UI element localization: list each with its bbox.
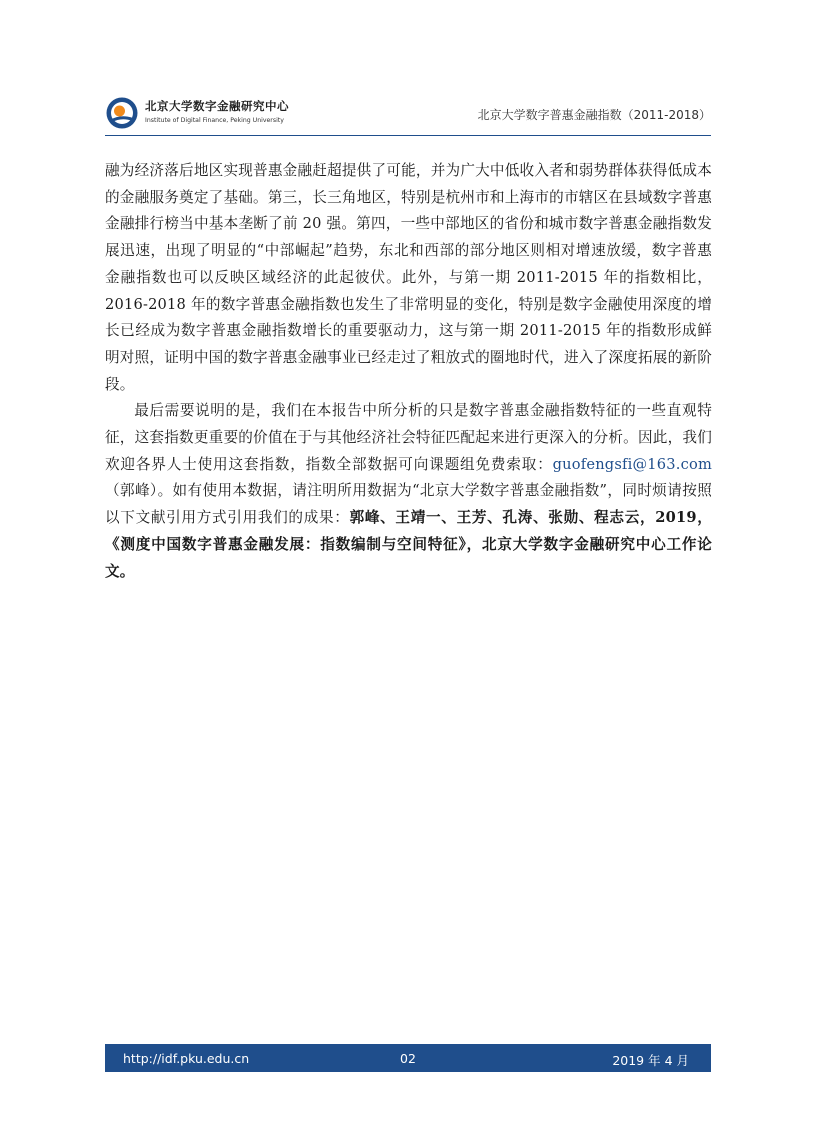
idf-logo-icon: [105, 96, 139, 130]
running-title: 北京大学数字普惠金融指数（2011-2018）: [477, 108, 711, 122]
page-number: 02: [400, 1051, 416, 1066]
citation: 郭峰、王靖一、王芳、孔涛、张勋、程志云，2019，《测度中国数字普惠金融发展：指数编制与空间特征》，北京大学数字金融研究中心工作论文。: [105, 509, 712, 580]
page-header: [105, 96, 711, 130]
org-name-cn: 北京大学数字金融研究中心: [145, 99, 289, 113]
paragraph-2-text-b: （郭峰）。如有使用本数据，请注明所用数据为“北京大学数字普惠金融指数”，同时烦请按照以下文献引用方式引用我们的成果：: [105, 482, 712, 527]
contact-email: guofengsfi@163.com: [552, 455, 712, 473]
page-footer: [105, 1044, 711, 1072]
org-name-en: Institute of Digital Finance, Peking University: [145, 117, 284, 124]
paragraph-2: [105, 398, 712, 585]
body-text: [105, 158, 712, 585]
footer-url: http://idf.pku.edu.cn: [123, 1051, 250, 1066]
paragraph-1: 融为经济落后地区实现普惠金融赶超提供了可能，并为广大中低收入者和弱势群体获得低成本的金融服务奠定了基础。第三，长三角地区，特别是杭州市和上海市的市辖区在县域数字普惠金融排行榜当中基本垄断了前 20 强。第四，一些中部地区的省份和城市数字普惠金融指数发展迅速，出现了明显的“中部崛起”趋势，东北和西部的部分地区则相对增速放缓，数字普惠金融指数也可以反映区域经济的此起彼伏。此外，与第一期 2011-2015 年的指数相比，2016-2018 年的数字普惠金融指数也发生了非常明显的变化，特别是数字金融使用深度的增长已经成为数字普惠金融指数增长的重要驱动力，这与第一期 2011-2015 年的指数形成鲜明对照，证明中国的数字普惠金融事业已经走过了粗放式的圈地时代，进入了深度拓展的新阶段。: [105, 162, 712, 393]
paragraph-2-text-a: 最后需要说明的是，我们在本报告中所分析的只是数字普惠金融指数特征的一些直观特征，这套指数更重要的价值在于与其他经济社会特征匹配起来进行更深入的分析。因此，我们欢迎各界人士使用这套指数，指数全部数据可向课题组免费索取：: [105, 402, 712, 473]
header-divider: [105, 135, 711, 136]
footer-date: 2019 年 4 月: [612, 1053, 689, 1068]
org-name: [145, 98, 289, 124]
